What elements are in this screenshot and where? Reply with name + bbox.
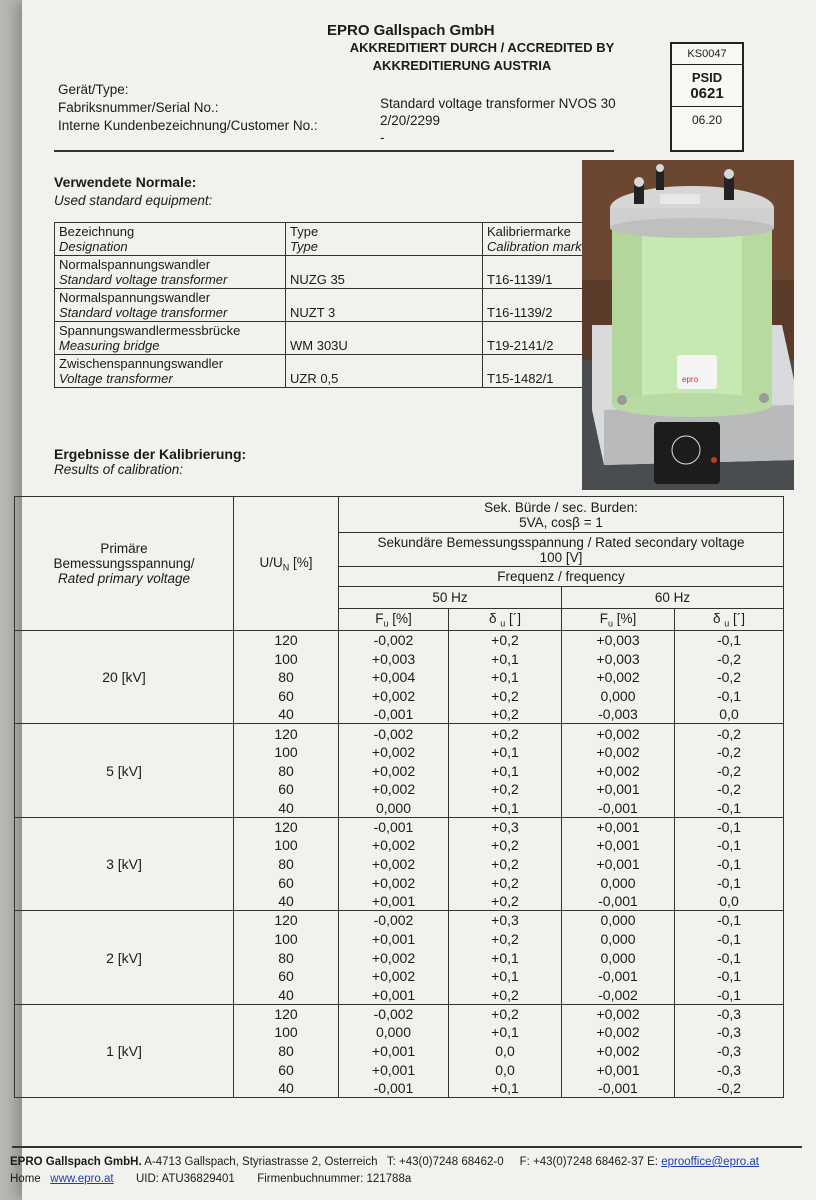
secondary-line: 100 [V]	[539, 549, 583, 565]
type-cell: NUZT 3	[286, 289, 483, 322]
f50-cell: 0,000	[339, 799, 449, 818]
col-f-sub: u	[607, 618, 613, 629]
d60-cell: -0,1	[675, 967, 784, 986]
d60-cell: -0,2	[675, 761, 784, 780]
psid-value: 0621	[672, 85, 742, 107]
designation-en: Standard voltage transformer	[59, 272, 228, 287]
d50-cell: +0,3	[449, 817, 562, 836]
f60-cell: +0,002	[562, 724, 675, 743]
d50-cell: +0,1	[449, 1023, 562, 1042]
customer-label: Interne Kundenbezeichnung/Customer No.:	[58, 118, 318, 133]
f60-cell: +0,002	[562, 1004, 675, 1023]
primary-voltage-cell: 3 [kV]	[15, 817, 234, 910]
d50-cell: +0,1	[449, 761, 562, 780]
customer-value: -	[380, 130, 385, 145]
col-f50-header	[339, 609, 449, 631]
transformer-illustration	[582, 160, 794, 490]
table-row	[55, 322, 614, 355]
d60-cell: -0,2	[675, 743, 784, 762]
d60-cell: -0,1	[675, 911, 784, 930]
f60-cell: +0,003	[562, 649, 675, 668]
footer-company: EPRO Gallspach GmbH.	[10, 1156, 142, 1168]
f50-cell: +0,002	[339, 743, 449, 762]
f50-cell: +0,002	[339, 761, 449, 780]
ratio-header	[234, 497, 339, 631]
ratio-cell: 40	[234, 1079, 339, 1098]
table-row	[15, 817, 784, 836]
table-row	[15, 724, 784, 743]
psid-label: PSID	[691, 70, 723, 85]
footer-line-2	[10, 1173, 411, 1185]
footer-web-link[interactable]: www.epro.at	[50, 1173, 114, 1185]
header-divider	[54, 150, 614, 152]
accreditation-line: AKKREDITIERT DURCH / ACCREDITED BY	[349, 40, 615, 55]
footer-register: Firmenbuchnummer: 121788a	[257, 1173, 412, 1185]
ratio-cell: 60	[234, 1060, 339, 1079]
table-row	[15, 911, 784, 930]
ratio-label: U/U	[259, 554, 283, 570]
designation-de: Normalspannungswandler	[59, 290, 211, 305]
table-row	[15, 631, 784, 650]
f60-cell: +0,002	[562, 1023, 675, 1042]
col-d-unit: [´]	[733, 610, 746, 626]
primary-voltage-cell: 2 [kV]	[15, 911, 234, 1004]
f60-cell: 0,000	[562, 911, 675, 930]
f50-cell: +0,002	[339, 855, 449, 874]
table-row	[55, 289, 614, 322]
ratio-cell: 100	[234, 743, 339, 762]
ratio-sub: N	[282, 562, 290, 573]
f60-cell: +0,001	[562, 1060, 675, 1079]
d50-cell: +0,2	[449, 986, 562, 1005]
header-en: Type	[290, 239, 318, 254]
d50-cell: +0,2	[449, 892, 562, 911]
col-d: δ	[488, 610, 497, 626]
transformer-photo	[582, 160, 794, 490]
standards-header-row	[55, 223, 614, 256]
footer-tel: T: +43(0)7248 68462-0	[386, 1156, 504, 1168]
d60-cell: -0,2	[675, 780, 784, 799]
mark-cell: T19-2141/2	[483, 322, 614, 355]
header-en: Designation	[59, 239, 128, 254]
d60-cell: -0,3	[675, 1042, 784, 1061]
d50-cell: +0,2	[449, 705, 562, 724]
ratio-cell: 120	[234, 631, 339, 650]
d60-cell: 0,0	[675, 892, 784, 911]
ratio-unit: [%]	[293, 554, 313, 570]
d50-cell: +0,1	[449, 668, 562, 687]
d60-cell: -0,1	[675, 836, 784, 855]
mark-cell: T16-1139/2	[483, 289, 614, 322]
col-d-sub: u	[724, 618, 730, 629]
f50-cell: +0,001	[339, 1042, 449, 1061]
results-body	[15, 631, 784, 1098]
col-d60-header	[675, 609, 784, 631]
id-box	[670, 42, 744, 152]
f50-cell: +0,001	[339, 930, 449, 949]
d60-cell: -0,1	[675, 817, 784, 836]
f60-cell: +0,002	[562, 743, 675, 762]
ratio-cell: 120	[234, 911, 339, 930]
f60-cell: +0,001	[562, 836, 675, 855]
mark-cell: T15-1482/1	[483, 355, 614, 388]
d50-cell: +0,2	[449, 836, 562, 855]
ratio-cell: 80	[234, 855, 339, 874]
f50-cell: +0,002	[339, 948, 449, 967]
f60-cell: -0,001	[562, 1079, 675, 1098]
d60-cell: -0,3	[675, 1023, 784, 1042]
col-d-unit: [´]	[509, 610, 522, 626]
d50-cell: +0,2	[449, 930, 562, 949]
d60-cell: -0,2	[675, 724, 784, 743]
col-f-sub: u	[383, 618, 389, 629]
d50-cell: +0,2	[449, 724, 562, 743]
freq-50-header: 50 Hz	[339, 587, 562, 609]
freq-60-header: 60 Hz	[562, 587, 784, 609]
f50-cell: -0,002	[339, 911, 449, 930]
footer-email-link[interactable]: eprooffice@epro.at	[661, 1156, 759, 1168]
results-title: Ergebnisse der Kalibrierung:	[54, 446, 247, 462]
d50-cell: 0,0	[449, 1042, 562, 1061]
ratio-cell: 60	[234, 873, 339, 892]
d60-cell: 0,0	[675, 705, 784, 724]
d50-cell: +0,1	[449, 799, 562, 818]
ratio-cell: 100	[234, 836, 339, 855]
epro-logo-text: epro	[682, 375, 699, 384]
standards-header-cell	[55, 223, 286, 256]
d50-cell: +0,2	[449, 631, 562, 650]
ratio-cell: 40	[234, 986, 339, 1005]
col-f60-header	[562, 609, 675, 631]
col-d: δ	[712, 610, 721, 626]
ratio-cell: 100	[234, 1023, 339, 1042]
d60-cell: -0,1	[675, 948, 784, 967]
ratio-cell: 100	[234, 930, 339, 949]
f60-cell: +0,001	[562, 817, 675, 836]
table-row	[55, 256, 614, 289]
ratio-cell: 40	[234, 799, 339, 818]
results-table	[14, 496, 784, 1098]
f50-cell: +0,002	[339, 967, 449, 986]
footer-fax: F: +43(0)7248 68462-37 E:	[519, 1156, 658, 1168]
id-code: KS0047	[672, 44, 742, 65]
ratio-cell: 60	[234, 967, 339, 986]
table-row	[15, 1004, 784, 1023]
f50-cell: +0,002	[339, 873, 449, 892]
header-de: Bezeichnung	[59, 224, 135, 239]
f60-cell: 0,000	[562, 930, 675, 949]
footer-address: A-4713 Gallspach, Styriastrasse 2, Osterreich	[144, 1156, 378, 1168]
designation-en: Standard voltage transformer	[59, 305, 228, 320]
primary-voltage-cell: 5 [kV]	[15, 724, 234, 817]
ratio-cell: 80	[234, 948, 339, 967]
col-f-unit: [%]	[392, 610, 412, 626]
results-subtitle: Results of calibration:	[54, 462, 184, 477]
designation-de: Spannungswandlermessbrücke	[59, 323, 241, 338]
header-de: Kalibriermarke	[487, 224, 571, 239]
f60-cell: 0,000	[562, 687, 675, 706]
type-cell: UZR 0,5	[286, 355, 483, 388]
d60-cell: -0,1	[675, 855, 784, 874]
primary-voltage-header	[15, 497, 234, 631]
d60-cell: -0,1	[675, 687, 784, 706]
f50-cell: +0,004	[339, 668, 449, 687]
col-d-sub: u	[500, 618, 506, 629]
secondary-line: Sekundäre Bemessungsspannung / Rated secondary voltage	[377, 534, 745, 550]
designation-de: Zwischenspannungswandler	[59, 356, 224, 371]
f50-cell: -0,001	[339, 817, 449, 836]
d60-cell: -0,1	[675, 986, 784, 1005]
f60-cell: -0,003	[562, 705, 675, 724]
designation-cell	[55, 322, 286, 355]
f50-cell: -0,002	[339, 631, 449, 650]
f50-cell: -0,001	[339, 705, 449, 724]
ratio-cell: 120	[234, 817, 339, 836]
designation-cell	[55, 289, 286, 322]
d50-cell: +0,1	[449, 743, 562, 762]
d50-cell: +0,2	[449, 687, 562, 706]
f60-cell: -0,001	[562, 892, 675, 911]
f50-cell: +0,002	[339, 780, 449, 799]
ratio-cell: 40	[234, 705, 339, 724]
table-row	[55, 355, 614, 388]
d50-cell: +0,1	[449, 948, 562, 967]
f60-cell: -0,001	[562, 967, 675, 986]
col-d50-header	[449, 609, 562, 631]
header-en: Calibration mark	[487, 239, 582, 254]
footer-uid: UID: ATU36829401	[135, 1173, 235, 1185]
ratio-cell: 80	[234, 1042, 339, 1061]
designation-de: Normalspannungswandler	[59, 257, 211, 272]
d50-cell: +0,1	[449, 967, 562, 986]
col-f-unit: [%]	[616, 610, 637, 626]
f50-cell: -0,001	[339, 1079, 449, 1098]
primary-label-line: Bemessungsspannung/	[53, 556, 195, 571]
primary-voltage-cell: 1 [kV]	[15, 1004, 234, 1097]
f50-cell: +0,002	[339, 687, 449, 706]
d60-cell: -0,1	[675, 631, 784, 650]
d60-cell: -0,3	[675, 1060, 784, 1079]
d50-cell: 0,0	[449, 1060, 562, 1079]
serial-label: Fabriksnummer/Serial No.:	[58, 100, 219, 115]
ratio-cell: 80	[234, 668, 339, 687]
f60-cell: +0,002	[562, 668, 675, 687]
d50-cell: +0,3	[449, 911, 562, 930]
ratio-cell: 60	[234, 780, 339, 799]
header-de: Type	[290, 224, 319, 239]
standards-subtitle: Used standard equipment:	[54, 193, 213, 208]
ratio-cell: 100	[234, 649, 339, 668]
footer-divider	[12, 1146, 802, 1148]
type-label: Gerät/Type:	[58, 82, 129, 97]
designation-en: Voltage transformer	[59, 371, 173, 386]
ratio-cell: 60	[234, 687, 339, 706]
secondary-voltage-header	[339, 533, 784, 567]
d60-cell: -0,2	[675, 649, 784, 668]
burden-line: Sek. Bürde / sec. Burden:	[484, 499, 638, 515]
f50-cell: +0,001	[339, 986, 449, 1005]
company-name: EPRO Gallspach GmbH	[327, 22, 495, 39]
d60-cell: -0,3	[675, 1004, 784, 1023]
d50-cell: +0,2	[449, 780, 562, 799]
type-value: Standard voltage transformer NVOS 30	[380, 96, 616, 111]
serial-value: 2/20/2299	[380, 113, 441, 128]
f60-cell: -0,002	[562, 986, 675, 1005]
f50-cell: -0,002	[339, 724, 449, 743]
ratio-cell: 120	[234, 1004, 339, 1023]
f50-cell: +0,002	[339, 836, 449, 855]
type-cell: WM 303U	[286, 322, 483, 355]
ratio-cell: 40	[234, 892, 339, 911]
standards-title: Verwendete Normale:	[54, 174, 197, 190]
footer-line-1	[10, 1156, 759, 1168]
d50-cell: +0,1	[449, 649, 562, 668]
designation-cell	[55, 256, 286, 289]
d50-cell: +0,2	[449, 1004, 562, 1023]
f60-cell: +0,002	[562, 761, 675, 780]
d50-cell: +0,1	[449, 1079, 562, 1098]
d60-cell: -0,2	[675, 1079, 784, 1098]
d60-cell: -0,2	[675, 668, 784, 687]
type-cell: NUZG 35	[286, 256, 483, 289]
f60-cell: +0,003	[562, 631, 675, 650]
standards-header-cell	[286, 223, 483, 256]
col-f: F	[599, 610, 608, 626]
accreditation-authority: AKKREDITIERUNG AUSTRIA	[372, 58, 552, 73]
ratio-cell: 80	[234, 761, 339, 780]
primary-voltage-cell: 20 [kV]	[15, 631, 234, 724]
d50-cell: +0,2	[449, 855, 562, 874]
f50-cell: +0,001	[339, 892, 449, 911]
f60-cell: +0,001	[562, 855, 675, 874]
footer-home-label: Home	[10, 1173, 41, 1185]
designation-cell	[55, 355, 286, 388]
f50-cell: +0,001	[339, 1060, 449, 1079]
f50-cell: 0,000	[339, 1023, 449, 1042]
primary-label-line: Primäre	[100, 541, 148, 556]
d60-cell: -0,1	[675, 799, 784, 818]
primary-label-line: Rated primary voltage	[57, 571, 191, 586]
id-date: 06.20	[691, 113, 723, 127]
designation-en: Measuring bridge	[59, 338, 160, 353]
d60-cell: -0,1	[675, 873, 784, 892]
f50-cell: +0,003	[339, 649, 449, 668]
ratio-cell: 120	[234, 724, 339, 743]
results-header-row	[15, 497, 784, 533]
f60-cell: -0,001	[562, 799, 675, 818]
f60-cell: 0,000	[562, 873, 675, 892]
burden-line: 5VA, cosβ = 1	[519, 514, 603, 530]
burden-header	[339, 497, 784, 533]
mark-cell: T16-1139/1	[483, 256, 614, 289]
f60-cell: 0,000	[562, 948, 675, 967]
d50-cell: +0,2	[449, 873, 562, 892]
standards-table	[54, 222, 614, 388]
col-f: F	[375, 610, 384, 626]
d60-cell: -0,1	[675, 930, 784, 949]
f60-cell: +0,002	[562, 1042, 675, 1061]
frequency-header: Frequenz / frequency	[339, 567, 784, 587]
f50-cell: -0,002	[339, 1004, 449, 1023]
f60-cell: +0,001	[562, 780, 675, 799]
